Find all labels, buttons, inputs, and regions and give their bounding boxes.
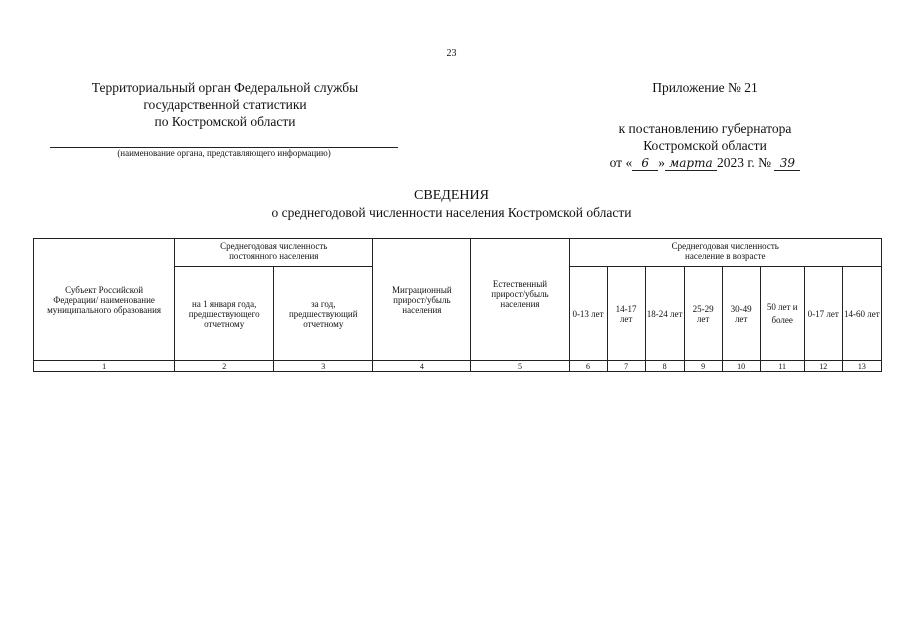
column-number: 8 — [645, 361, 684, 372]
header-group-permanent: Среднегодовая численность постоянного населения — [175, 239, 373, 267]
reporting-organization — [50, 79, 400, 130]
header-jan-1: на 1 января года, предшествующего отчетному — [175, 267, 274, 361]
date-month-handwritten: марта — [665, 157, 717, 171]
header-age-0-17: 0-17 лет — [804, 267, 842, 361]
header-age-50-plus: 50 лет и более — [760, 267, 804, 361]
resolution-line-2: Костромской области — [643, 138, 767, 153]
population-table — [33, 238, 882, 372]
date-day-handwritten: 6 — [632, 157, 658, 171]
organization-caption: (наименование органа, представляющего информацию) — [117, 148, 331, 158]
resolution-line-1: к постановлению губернатора — [618, 121, 792, 136]
resolution-number-handwritten: 39 — [774, 157, 800, 171]
column-number: 4 — [373, 361, 471, 372]
header-natural: Естественный прирост/убыль населения — [471, 239, 569, 361]
header-age-30-49: 30-49 лет — [722, 267, 760, 361]
header-migration: Миграционный прирост/убыль населения — [373, 239, 471, 361]
header-age-18-24: 18-24 лет — [645, 267, 684, 361]
column-number: 10 — [722, 361, 760, 372]
column-number: 11 — [760, 361, 804, 372]
header-age-14-17: 14-17 лет — [607, 267, 645, 361]
column-number: 7 — [607, 361, 645, 372]
date-prefix: от « — [609, 155, 633, 170]
appendix-number: Приложение № 21 — [652, 80, 758, 95]
column-number: 2 — [175, 361, 274, 372]
document-title: СВЕДЕНИЯ — [414, 188, 489, 203]
resolution-date-line — [580, 155, 830, 171]
column-number: 12 — [804, 361, 842, 372]
header-group-age: Среднегодовая численность население в возрасте — [569, 239, 881, 267]
header-year: за год, предшествующий отчетному — [274, 267, 373, 361]
column-number: 6 — [569, 361, 607, 372]
org-line-2: государственной статистики — [143, 97, 307, 112]
org-line-1: Территориальный орган Федеральной службы — [91, 80, 359, 95]
column-number: 3 — [274, 361, 373, 372]
date-year: 2023 г. № — [716, 155, 771, 170]
column-number: 13 — [842, 361, 881, 372]
column-number: 1 — [34, 361, 175, 372]
org-line-3: по Костромской области — [154, 114, 296, 129]
header-subject: Субъект Российской Федерации/ наименование муниципального образования — [34, 239, 175, 361]
column-number: 5 — [471, 361, 569, 372]
document-subtitle: о среднегодовой численности населения Костромской области — [271, 205, 632, 220]
page-number: 23 — [446, 48, 457, 59]
column-number: 9 — [684, 361, 722, 372]
header-age-14-60: 14-60 лет — [842, 267, 881, 361]
header-age-0-13: 0-13 лет — [569, 267, 607, 361]
resolution-reference — [580, 120, 830, 154]
date-mid: » — [658, 155, 665, 170]
header-age-25-29: 25-29 лет — [684, 267, 722, 361]
